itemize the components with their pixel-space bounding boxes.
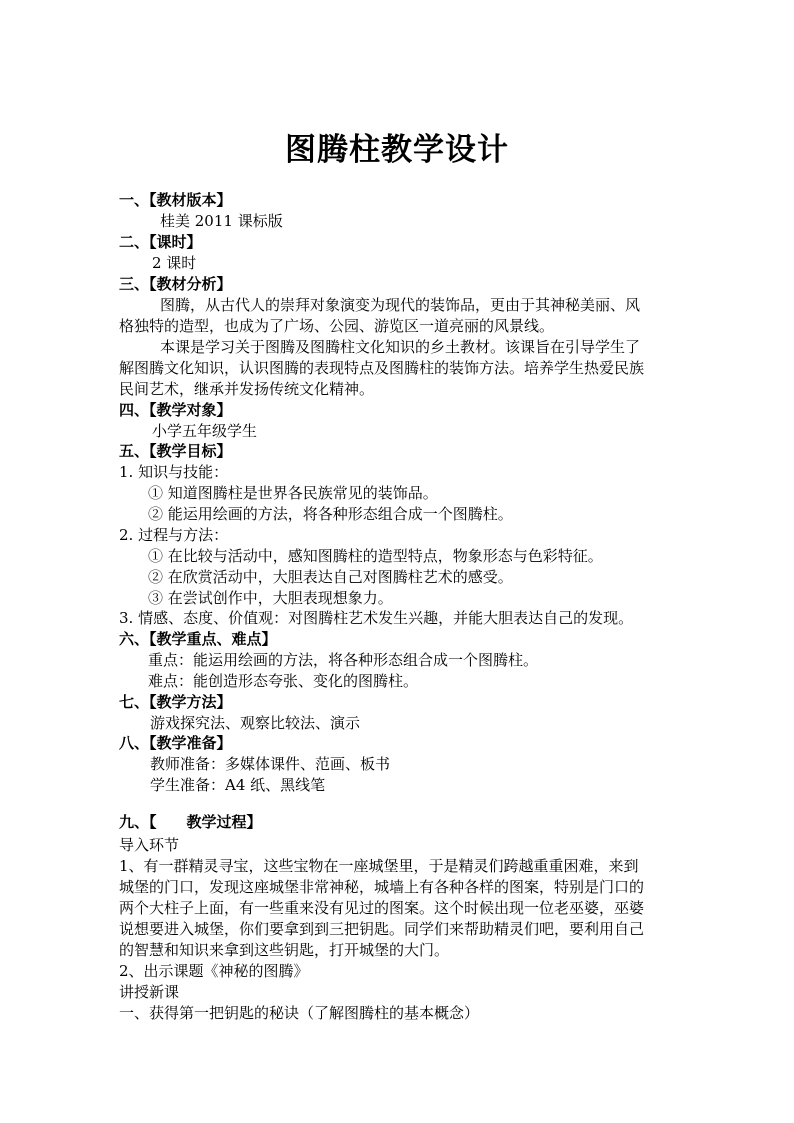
- analysis-paragraph-line: 本课是学习关于图腾及图腾柱文化知识的乡土教材。该课旨在引导学生了: [160, 338, 641, 356]
- intro-paragraph-line: 两个大柱子上面，有一些重来没有见过的图案。这个时候出现一位老巫婆，巫婆: [119, 899, 645, 917]
- section-heading-teaching-target: 四、【教学对象】: [119, 401, 232, 419]
- analysis-paragraph-line: 图腾，从古代人的崇拜对象演变为现代的装饰品，更由于其神秘美丽、风: [160, 296, 641, 314]
- new-lesson-heading: 讲授新课: [119, 983, 180, 1001]
- difficult-point-text: 难点：能创造形态夸张、变化的图腾柱。: [148, 672, 419, 690]
- goal-item: 1. 知识与技能：: [119, 463, 229, 481]
- intro-heading: 导入环节: [119, 836, 180, 854]
- teaching-process-heading-prefix: 九、【: [119, 813, 157, 831]
- goal-subitem: ① 知道图腾柱是世界各民族常见的装饰品。: [148, 484, 438, 502]
- intro-paragraph-line: 城堡的门口，发现这座城堡非常神秘，城墙上有各种各样的图案，特别是门口的: [119, 878, 645, 896]
- teacher-preparation-text: 教师准备：多媒体课件、范画、板书: [150, 755, 391, 773]
- intro-paragraph-line: 的智慧和知识来拿到这些钥匙，打开城堡的大门。: [119, 941, 450, 959]
- goal-item: 2. 过程与方法：: [119, 526, 229, 544]
- goal-subitem: ② 能运用绘画的方法，将各种形态组合成一个图腾柱。: [148, 505, 513, 523]
- intro-paragraph-line: 1、有一群精灵寻宝，这些宝物在一座城堡里，于是精灵们跨越重重困难，来到: [119, 857, 639, 875]
- teaching-process-heading-text: 教学过程】: [186, 813, 262, 831]
- teaching-target-text: 小学五年级学生: [152, 422, 258, 440]
- class-hours-text: 2 课时: [152, 254, 197, 272]
- section-heading-teaching-process: [119, 812, 262, 833]
- section-heading-teaching-preparation: 八、【教学准备】: [119, 734, 232, 752]
- textbook-version-text: 桂美 2011 课标版: [160, 212, 283, 230]
- section-heading-teaching-methods: 七、【教学方法】: [119, 693, 232, 711]
- goal-subitem: ③ 在尝试创作中，大胆表现想象力。: [148, 589, 393, 607]
- analysis-paragraph-line: 解图腾文化知识，认识图腾的表现特点及图腾柱的装饰方法。培养学生热爱民族: [119, 359, 645, 377]
- analysis-paragraph-line: 民间艺术，继承并发扬传统文化精神。: [119, 380, 375, 398]
- first-key-line: 一、获得第一把钥匙的秘诀（了解图腾柱的基本概念）: [119, 1004, 480, 1022]
- section-heading-textbook-analysis: 三、【教材分析】: [119, 275, 232, 293]
- student-preparation-text: 学生准备：A4 纸、黑线笔: [150, 776, 326, 794]
- analysis-paragraph-line: 格独特的造型，也成为了广场、公园、游览区一道亮丽的风景线。: [119, 317, 555, 335]
- intro-paragraph-line: 说想要进入城堡，你们要拿到到三把钥匙。同学们来帮助精灵们吧，要利用自己: [119, 920, 645, 938]
- goal-item: 3. 情感、态度、价值观：对图腾柱艺术发生兴趣，并能大胆表达自己的发现。: [119, 609, 634, 627]
- section-heading-class-hours: 二、【课时】: [119, 233, 202, 251]
- goal-subitem: ② 在欣赏活动中，大胆表达自己对图腾柱艺术的感受。: [148, 568, 513, 586]
- goal-subitem: ① 在比较与活动中，感知图腾柱的造型特点，物象形态与色彩特征。: [148, 547, 603, 565]
- show-topic-line: 2、出示课题《神秘的图腾》: [119, 962, 309, 980]
- section-heading-teaching-goals: 五、【教学目标】: [119, 442, 232, 460]
- key-point-text: 重点：能运用绘画的方法，将各种形态组合成一个图腾柱。: [148, 651, 539, 669]
- section-heading-textbook-version: 一、【教材版本】: [119, 191, 232, 209]
- section-heading-key-difficult-points: 六、【教学重点、难点】: [119, 630, 277, 648]
- teaching-methods-text: 游戏探究法、观察比较法、演示: [150, 714, 361, 732]
- document-title: 图腾柱教学设计: [285, 132, 509, 168]
